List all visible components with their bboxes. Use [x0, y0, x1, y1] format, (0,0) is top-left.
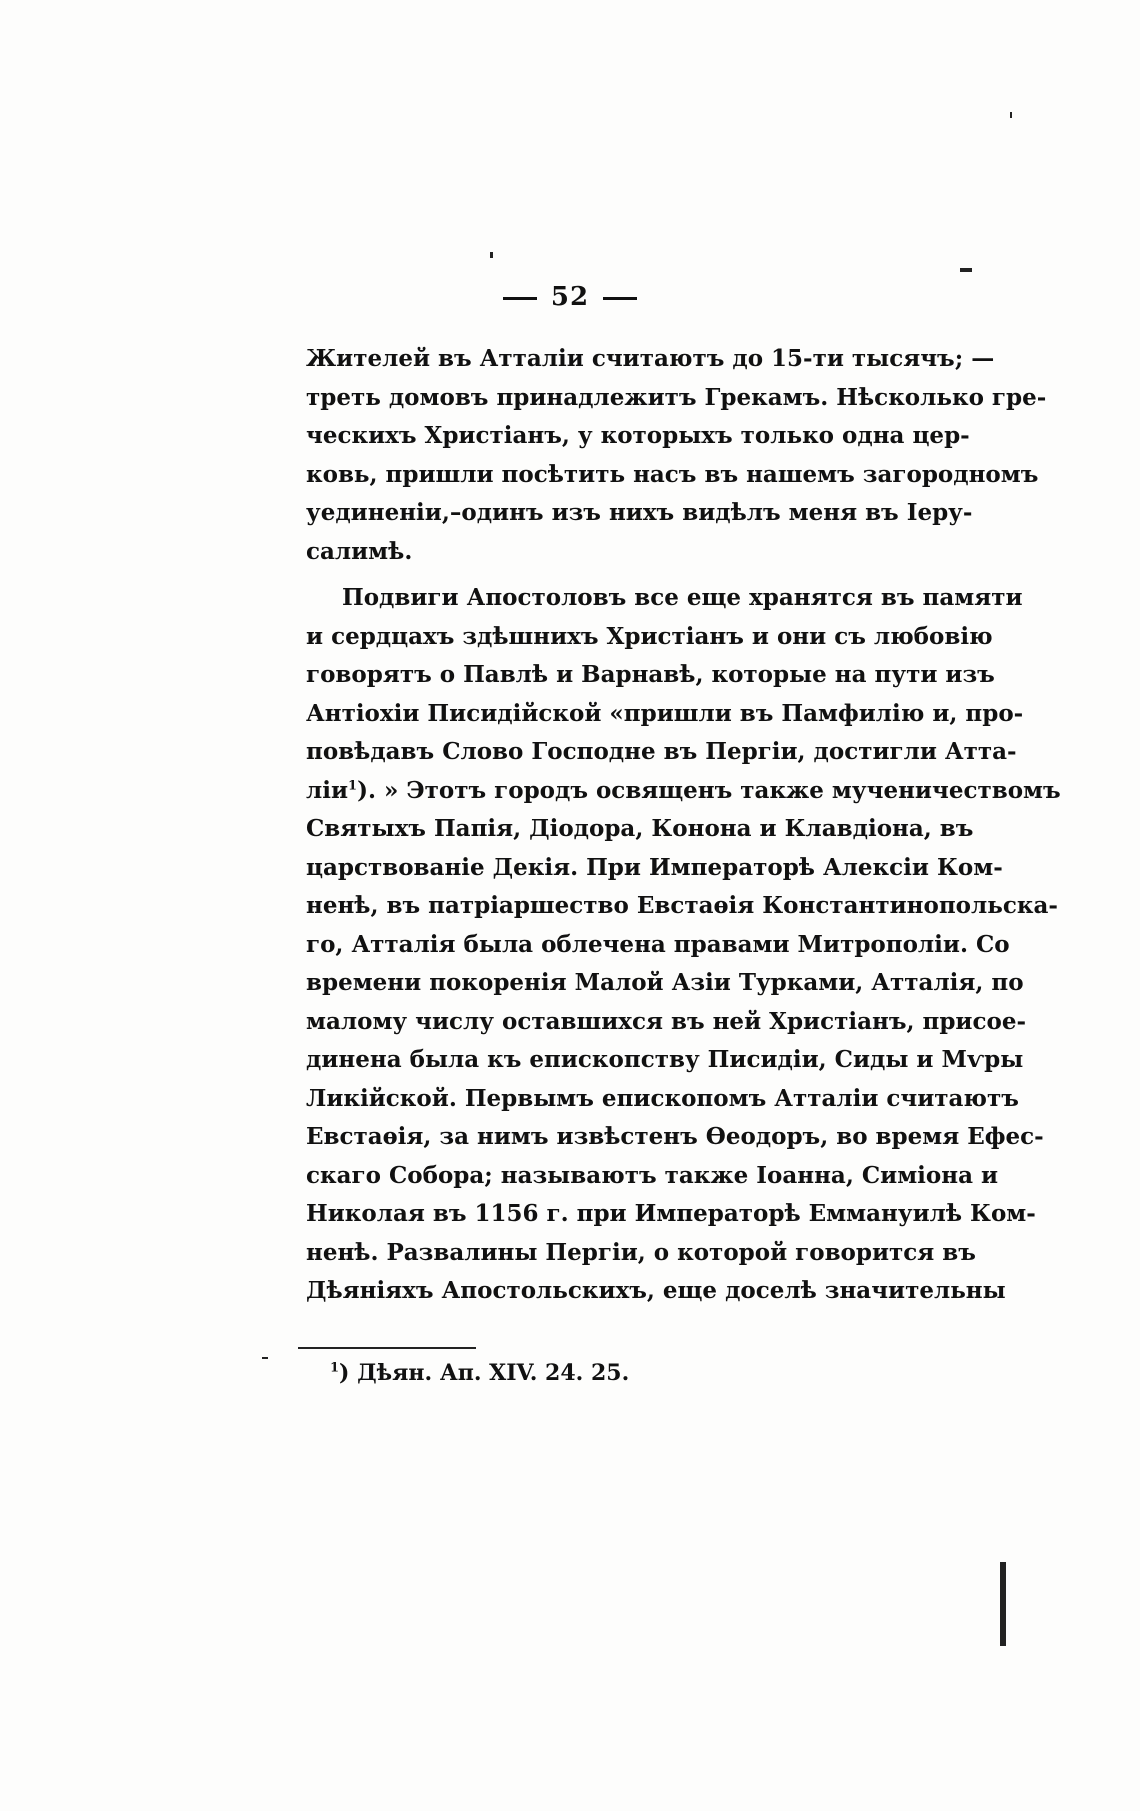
text-fragment: ліи — [306, 776, 349, 804]
text-line: ковь, пришли посѣтить насъ въ нашемъ загородномъ — [306, 460, 1039, 488]
text-line: го, Атталія была облечена правами Митрополіи. Со — [306, 930, 1010, 958]
text-fragment: ). » Этотъ городъ освященъ также мученичествомъ — [357, 776, 1061, 804]
scan-speck — [960, 268, 972, 272]
text-line: Дѣяніяхъ Апостольскихъ, еще доселѣ значительны — [306, 1277, 1006, 1304]
text-line: говорятъ о Павлѣ и Варнавѣ, которые на пути изъ — [306, 661, 995, 688]
text-line: ненѣ. Развалины Пергіи, о которой говорится въ — [306, 1238, 976, 1266]
footnote-text: ) Дѣян. Ап. XIV. 24. 25. — [339, 1360, 630, 1386]
left-dash — [503, 297, 537, 300]
text-line: Евстаѳія, за нимъ извѣстенъ Ѳеодоръ, во время Ефес- — [306, 1123, 1044, 1150]
text-line: Святыхъ Папія, Діодора, Конона и Клавдіона, въ — [306, 815, 974, 842]
right-dash — [603, 297, 637, 300]
text-line: царствованіе Декія. При Императорѣ Алексіи Ком- — [306, 853, 1003, 881]
page-number: 52 — [550, 282, 590, 312]
text-line: ненѣ, въ патріаршество Евстаѳія Константинопольска- — [306, 892, 1058, 919]
scan-speck — [1010, 112, 1012, 118]
footnote-ref: 1 — [348, 777, 358, 793]
text-line: ческихъ Христіанъ, у которыхъ только одна цер- — [306, 422, 970, 449]
text-line: уединеніи,–одинъ изъ нихъ видѣлъ меня въ Іеру- — [306, 499, 973, 526]
text-line: Ликійской. Первымъ епископомъ Атталіи считаютъ — [306, 1084, 1019, 1112]
text-line: салимѣ. — [306, 537, 413, 565]
text-line-with-footnote-ref — [306, 772, 1061, 811]
text-line: малому числу оставшихся въ ней Христіанъ, присое- — [306, 1007, 1027, 1035]
page-number-header — [0, 282, 1140, 312]
text-line: Антіохіи Писидійской «пришли въ Памфилію и, про- — [306, 699, 1024, 727]
text-line: и сердцахъ здѣшнихъ Христіанъ и они съ любовію — [306, 622, 993, 650]
text-line: Николая въ 1156 г. при Императорѣ Еммануилѣ Ком- — [306, 1200, 1036, 1227]
text-line: динена была къ епископству Писидіи, Сиды и Мѵры — [306, 1046, 1024, 1073]
scan-speck — [490, 252, 493, 258]
scan-speck — [262, 1357, 268, 1359]
text-line: времени покоренія Малой Азіи Турками, Атталія, по — [306, 969, 1024, 996]
text-line: Жителей въ Атталіи считаютъ до 15-ти тысячъ; — — [306, 345, 995, 372]
footnote — [330, 1360, 629, 1386]
body-text — [306, 340, 1061, 1311]
footnote-divider — [298, 1347, 476, 1349]
text-line: повѣдавъ Слово Господне въ Пергіи, достигли Атта- — [306, 738, 1017, 765]
footnote-marker: 1 — [330, 1360, 340, 1376]
text-line: скаго Собора; называютъ также Іоанна, Симіона и — [306, 1161, 999, 1189]
text-line: треть домовъ принадлежитъ Грекамъ. Нѣсколько гре- — [306, 383, 1047, 411]
text-line: Подвиги Апостоловъ все еще хранятся въ памяти — [342, 584, 1023, 611]
scan-edge-mark — [1000, 1562, 1006, 1646]
